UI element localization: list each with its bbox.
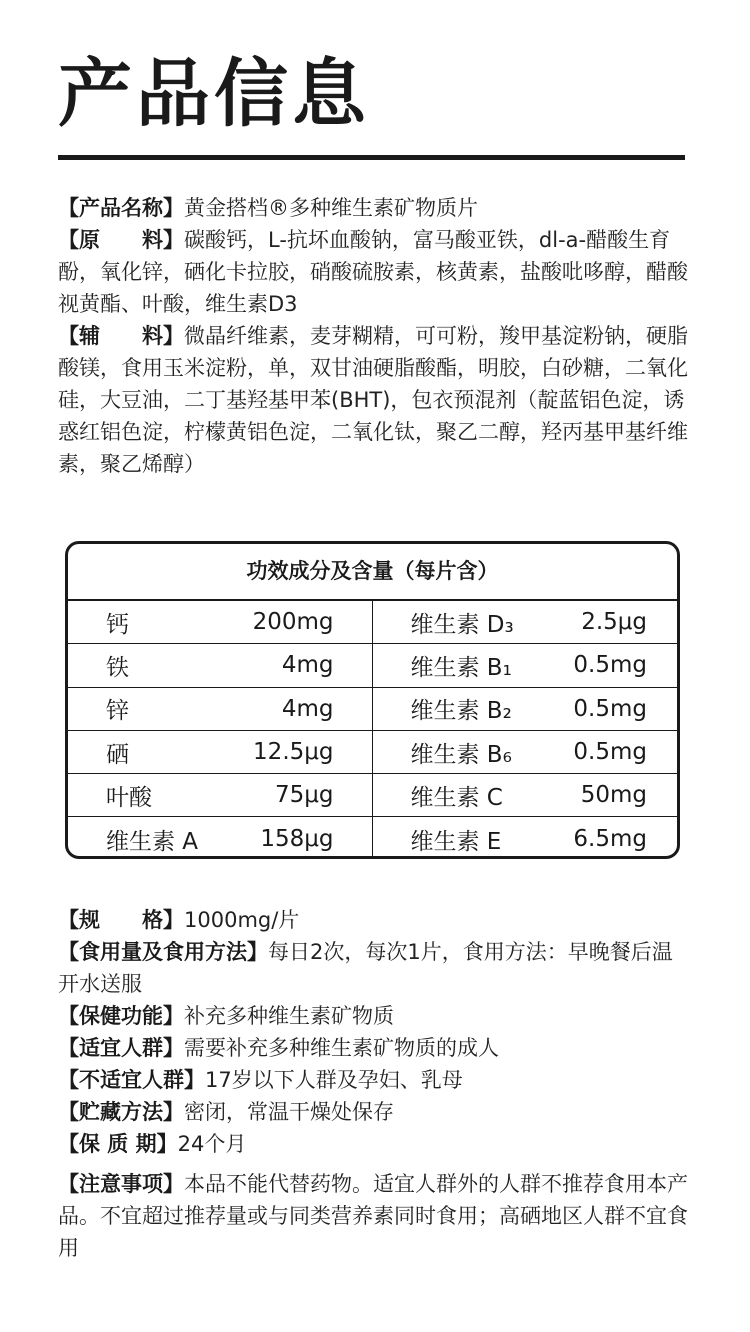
- table-cell: [68, 817, 373, 859]
- table-row: [68, 601, 677, 644]
- nutrient-name: 叶酸: [106, 784, 152, 811]
- table-cell: [68, 688, 373, 730]
- info-label: 【贮藏方法】: [58, 1100, 184, 1124]
- info-label: 【原 料】: [58, 228, 184, 252]
- info-value: 密闭，常温干燥处保存: [184, 1100, 394, 1124]
- table-cell: [373, 601, 678, 643]
- table-cell: [68, 601, 373, 643]
- nutrient-name: 锌: [106, 698, 129, 725]
- nutrient-amount: 200mg: [252, 609, 334, 636]
- table-cell: [68, 774, 373, 816]
- table-heading: 功效成分及含量（每片含）: [68, 544, 677, 601]
- table-cell: [373, 817, 678, 859]
- nutrient-amount: 0.5mg: [573, 652, 647, 679]
- nutrient-amount: 4mg: [281, 695, 334, 722]
- nutrient-name: 铁: [106, 654, 129, 681]
- table-row: [68, 688, 677, 731]
- info-value: 补充多种维生素矿物质: [184, 1004, 394, 1028]
- nutrient-name: 维生素 B₆: [410, 741, 512, 768]
- product-info-bottom: [58, 904, 688, 1264]
- info-value: 每日2次，每次1片，食用方法：早晚餐后温开水送服: [58, 940, 673, 996]
- info-value: 1000mg/片: [184, 908, 300, 932]
- info-row-product-name: [58, 192, 688, 224]
- nutrient-amount: 2.5μg: [581, 609, 647, 636]
- info-row-function: [58, 1000, 688, 1032]
- info-value: 24个月: [177, 1132, 247, 1156]
- title-divider: [58, 155, 685, 160]
- nutrient-amount: 158μg: [260, 826, 334, 853]
- table-cell: [68, 731, 373, 773]
- nutrient-name: 硒: [106, 741, 129, 768]
- nutrient-name: 维生素 E: [410, 828, 502, 855]
- info-value: 黄金搭档®多种维生素矿物质片: [184, 196, 478, 220]
- nutrient-amount: 12.5μg: [253, 739, 334, 766]
- nutrient-amount: 0.5mg: [573, 695, 647, 722]
- nutrient-amount: 75μg: [275, 782, 334, 809]
- table-cell: [373, 644, 678, 686]
- info-label: 【不适宜人群】: [58, 1068, 205, 1092]
- nutrient-name: 维生素 B₂: [410, 698, 512, 725]
- product-info-top: [58, 192, 688, 480]
- table-cell: [373, 774, 678, 816]
- info-value: 本品不能代替药物。适宜人群外的人群不推荐食用本产品。不宜超过推荐量或与同类营养素同时食用；高硒地区人群不宜食用: [58, 1172, 688, 1260]
- info-label: 【适宜人群】: [58, 1036, 184, 1060]
- info-label: 【辅 料】: [58, 324, 184, 348]
- info-row-ingredients: [58, 224, 688, 320]
- info-label: 【产品名称】: [58, 196, 184, 220]
- table-row: [68, 644, 677, 687]
- info-value: 微晶纤维素，麦芽糊精，可可粉，羧甲基淀粉钠，硬脂酸镁，食用玉米淀粉，单，双甘油硬脂酸酯，明胶，白砂糖，二氧化硅，大豆油，二丁基羟基甲苯(BHT)，包衣预混剂（靛蓝铝色淀，诱惑红铝色淀，柠檬黄铝色淀，二氧化钛，聚乙二醇，羟丙基甲基纤维素，聚乙烯醇）: [58, 324, 688, 476]
- nutrient-table: [65, 541, 680, 859]
- page-title: 产品信息: [58, 51, 370, 137]
- nutrient-name: 维生素 A: [106, 828, 199, 855]
- info-value: 需要补充多种维生素矿物质的成人: [184, 1036, 499, 1060]
- nutrient-name: 维生素 B₁: [410, 654, 512, 681]
- info-row-notice: [58, 1168, 688, 1264]
- table-row: [68, 731, 677, 774]
- info-label: 【食用量及食用方法】: [58, 940, 268, 964]
- info-value: 17岁以下人群及孕妇、乳母: [205, 1068, 463, 1092]
- nutrient-amount: 50mg: [580, 782, 647, 809]
- nutrient-name: 维生素 D₃: [410, 611, 514, 638]
- nutrient-amount: 4mg: [281, 652, 334, 679]
- nutrient-name: 钙: [106, 611, 129, 638]
- table-row: [68, 817, 677, 859]
- table-cell: [373, 731, 678, 773]
- info-row-suitable: [58, 1032, 688, 1064]
- info-label: 【保 质 期】: [58, 1132, 178, 1156]
- info-label: 【保健功能】: [58, 1004, 184, 1028]
- table-cell: [68, 644, 373, 686]
- table-row: [68, 774, 677, 817]
- info-row-usage: [58, 936, 688, 1000]
- nutrient-name: 维生素 C: [410, 784, 503, 811]
- info-label: 【规 格】: [58, 908, 184, 932]
- info-label: 【注意事项】: [58, 1172, 184, 1196]
- nutrient-amount: 6.5mg: [573, 826, 647, 853]
- table-cell: [373, 688, 678, 730]
- info-row-storage: [58, 1096, 688, 1128]
- info-row-shelf-life: [58, 1128, 688, 1160]
- nutrient-amount: 0.5mg: [573, 739, 647, 766]
- info-row-spec: [58, 904, 688, 936]
- info-row-excipients: [58, 320, 688, 480]
- info-value: 碳酸钙，L-抗坏血酸钠，富马酸亚铁，dl-a-醋酸生育酚，氧化锌，硒化卡拉胶，硝酸硫胺素，核黄素，盐酸吡哆醇，醋酸视黄酯、叶酸，维生素D3: [58, 228, 688, 316]
- info-row-unsuitable: [58, 1064, 688, 1096]
